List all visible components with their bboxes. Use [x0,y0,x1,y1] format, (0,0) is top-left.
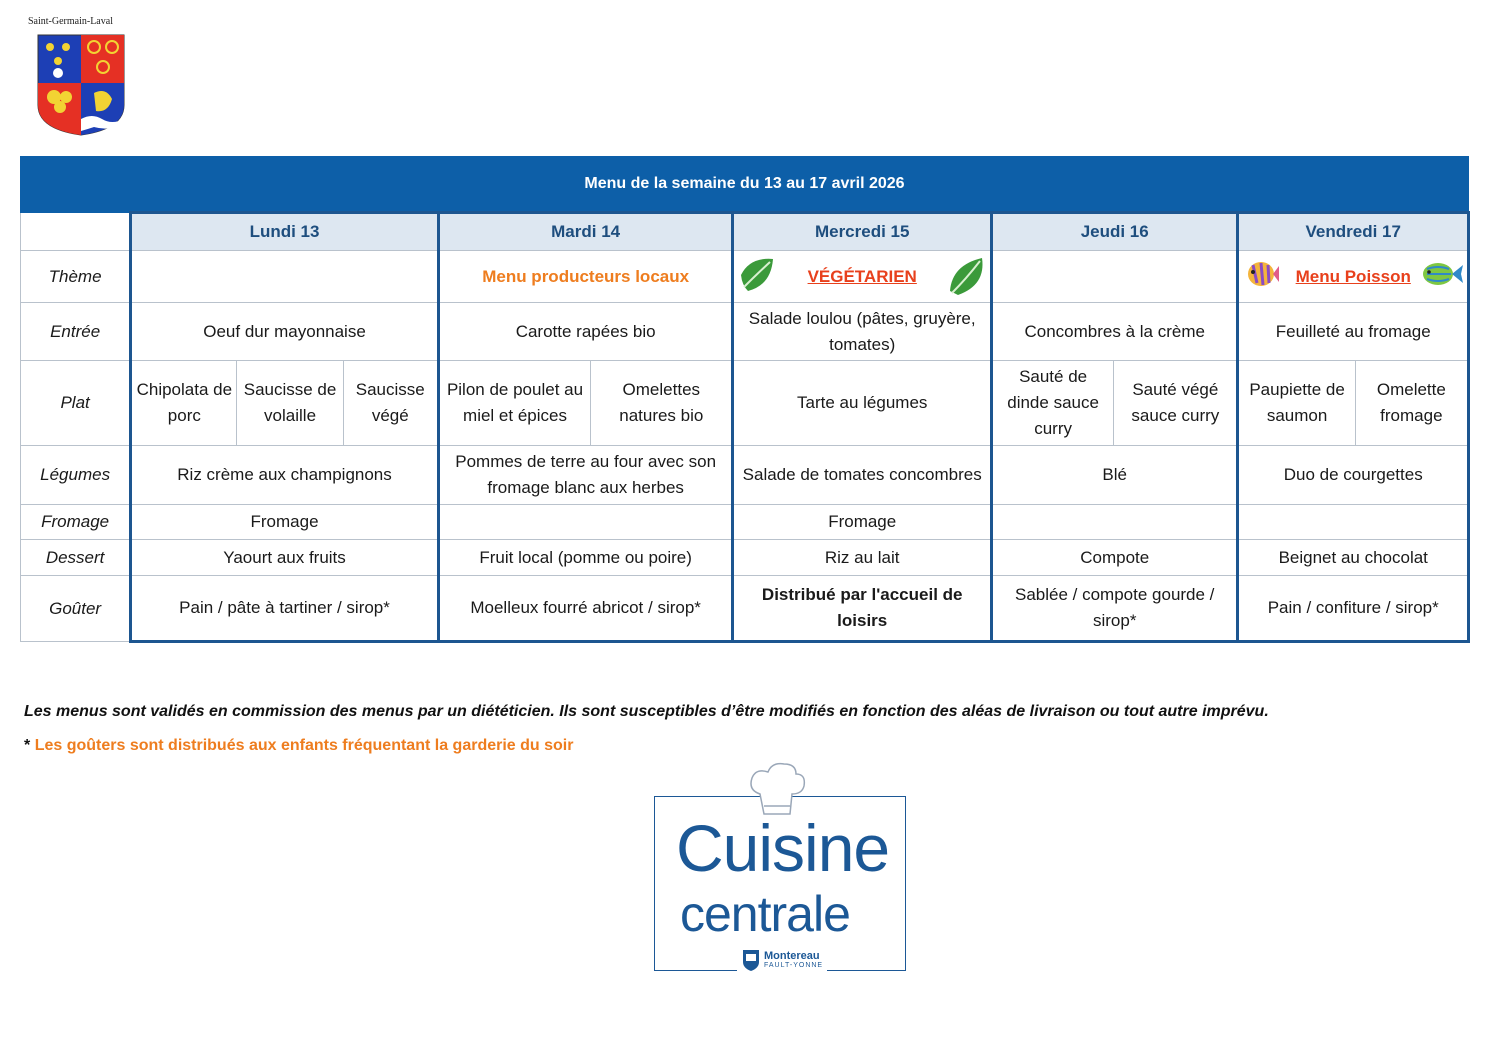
row-label-dessert: Dessert [21,540,131,576]
legumes-jeudi: Blé [991,446,1238,505]
gouter-mercredi: Distribué par l'accueil de loisirs [733,576,992,642]
plat-vendredi-1: Paupiette de saumon [1238,361,1355,446]
day-header-vendredi: Vendredi 17 [1238,213,1469,251]
town-shield-icon [741,948,761,972]
gouter-note-text: Les goûters sont distribués aux enfants fréquentant la garderie du soir [34,737,574,754]
plat-mardi-1: Pilon de poulet au miel et épices [438,361,590,446]
logo-town-name: Montereau [764,950,820,962]
row-label-legumes: Légumes [21,446,131,505]
logo-word-cuisine: Cuisine [676,811,890,885]
row-label-gouter: Goûter [21,576,131,642]
dessert-mercredi: Riz au lait [733,540,992,576]
dessert-jeudi: Compote [991,540,1238,576]
entree-lundi: Oeuf dur mayonnaise [131,303,439,361]
plat-mercredi: Tarte au légumes [733,361,992,446]
cuisine-centrale-logo [650,760,910,990]
fromage-lundi: Fromage [131,505,439,540]
plat-mardi-2: Omelettes natures bio [591,361,733,446]
theme-vendredi [1238,251,1469,303]
theme-label-local: Menu producteurs locaux [482,266,690,286]
row-label-theme: Thème [21,251,131,303]
plat-jeudi-2: Sauté végé sauce curry [1114,361,1238,446]
validation-note: Les menus sont validés en commission des menus par un diététicien. Ils sont susceptibles d’être modifiés en fonction des aléas de livraison ou tout autre imprévu. [24,703,1269,720]
theme-mardi [438,251,733,303]
crest-icon [36,33,126,137]
day-header-jeudi: Jeudi 16 [991,213,1238,251]
town-crest [28,16,138,137]
gouter-lundi: Pain / pâte à tartiner / sirop* [131,576,439,642]
plat-vendredi-2: Omelette fromage [1355,361,1468,446]
theme-mercredi [733,251,992,303]
dessert-mardi: Fruit local (pomme ou poire) [438,540,733,576]
logo-town-badge [737,948,827,972]
plat-lundi-3: Saucisse végé [343,361,438,446]
legumes-mercredi: Salade de tomates concombres [733,446,992,505]
note-asterisk: * [24,737,31,754]
logo-word-centrale: centrale [680,886,850,942]
plat-lundi-1: Chipolata de porc [131,361,237,446]
theme-label-poisson: Menu Poisson [1295,266,1411,286]
legumes-lundi: Riz crème aux champignons [131,446,439,505]
entree-mardi: Carotte rapées bio [438,303,733,361]
fish-icon [1243,257,1279,291]
theme-label-vegetarien: VÉGÉTARIEN [807,266,917,286]
row-label-fromage: Fromage [21,505,131,540]
theme-jeudi [991,251,1238,303]
fromage-vendredi [1238,505,1469,540]
day-header-lundi: Lundi 13 [131,213,439,251]
legumes-mardi: Pommes de terre au four avec son fromage blanc aux herbes [438,446,733,505]
row-label-plat: Plat [21,361,131,446]
day-header-mercredi: Mercredi 15 [733,213,992,251]
plat-jeudi-1: Sauté de dinde sauce curry [991,361,1113,446]
dessert-lundi: Yaourt aux fruits [131,540,439,576]
leaf-icon [738,255,776,295]
leaf-icon [946,255,986,297]
fromage-mardi [438,505,733,540]
row-label-entree: Entrée [21,303,131,361]
fish-icon [1421,259,1463,289]
entree-jeudi: Concombres à la crème [991,303,1238,361]
entree-vendredi: Feuilleté au fromage [1238,303,1469,361]
gouter-mardi: Moelleux fourré abricot / sirop* [438,576,733,642]
theme-lundi [131,251,439,303]
entree-mercredi: Salade loulou (pâtes, gruyère, tomates) [733,303,992,361]
gouter-jeudi: Sablée / compote gourde / sirop* [991,576,1238,642]
gouter-note [24,737,573,755]
plat-lundi-2: Saucisse de volaille [237,361,343,446]
dessert-vendredi: Beignet au chocolat [1238,540,1469,576]
logo-town-sub: FAULT-YONNE [764,962,824,969]
town-name: Saint-Germain-Laval [28,16,113,27]
gouter-vendredi: Pain / confiture / sirop* [1238,576,1469,642]
fromage-jeudi [991,505,1238,540]
legumes-vendredi: Duo de courgettes [1238,446,1469,505]
fromage-mercredi: Fromage [733,505,992,540]
weekly-menu-table [20,156,1470,643]
day-header-mardi: Mardi 14 [438,213,733,251]
menu-title: Menu de la semaine du 13 au 17 avril 2026 [21,157,1469,213]
corner-cell [21,213,131,251]
